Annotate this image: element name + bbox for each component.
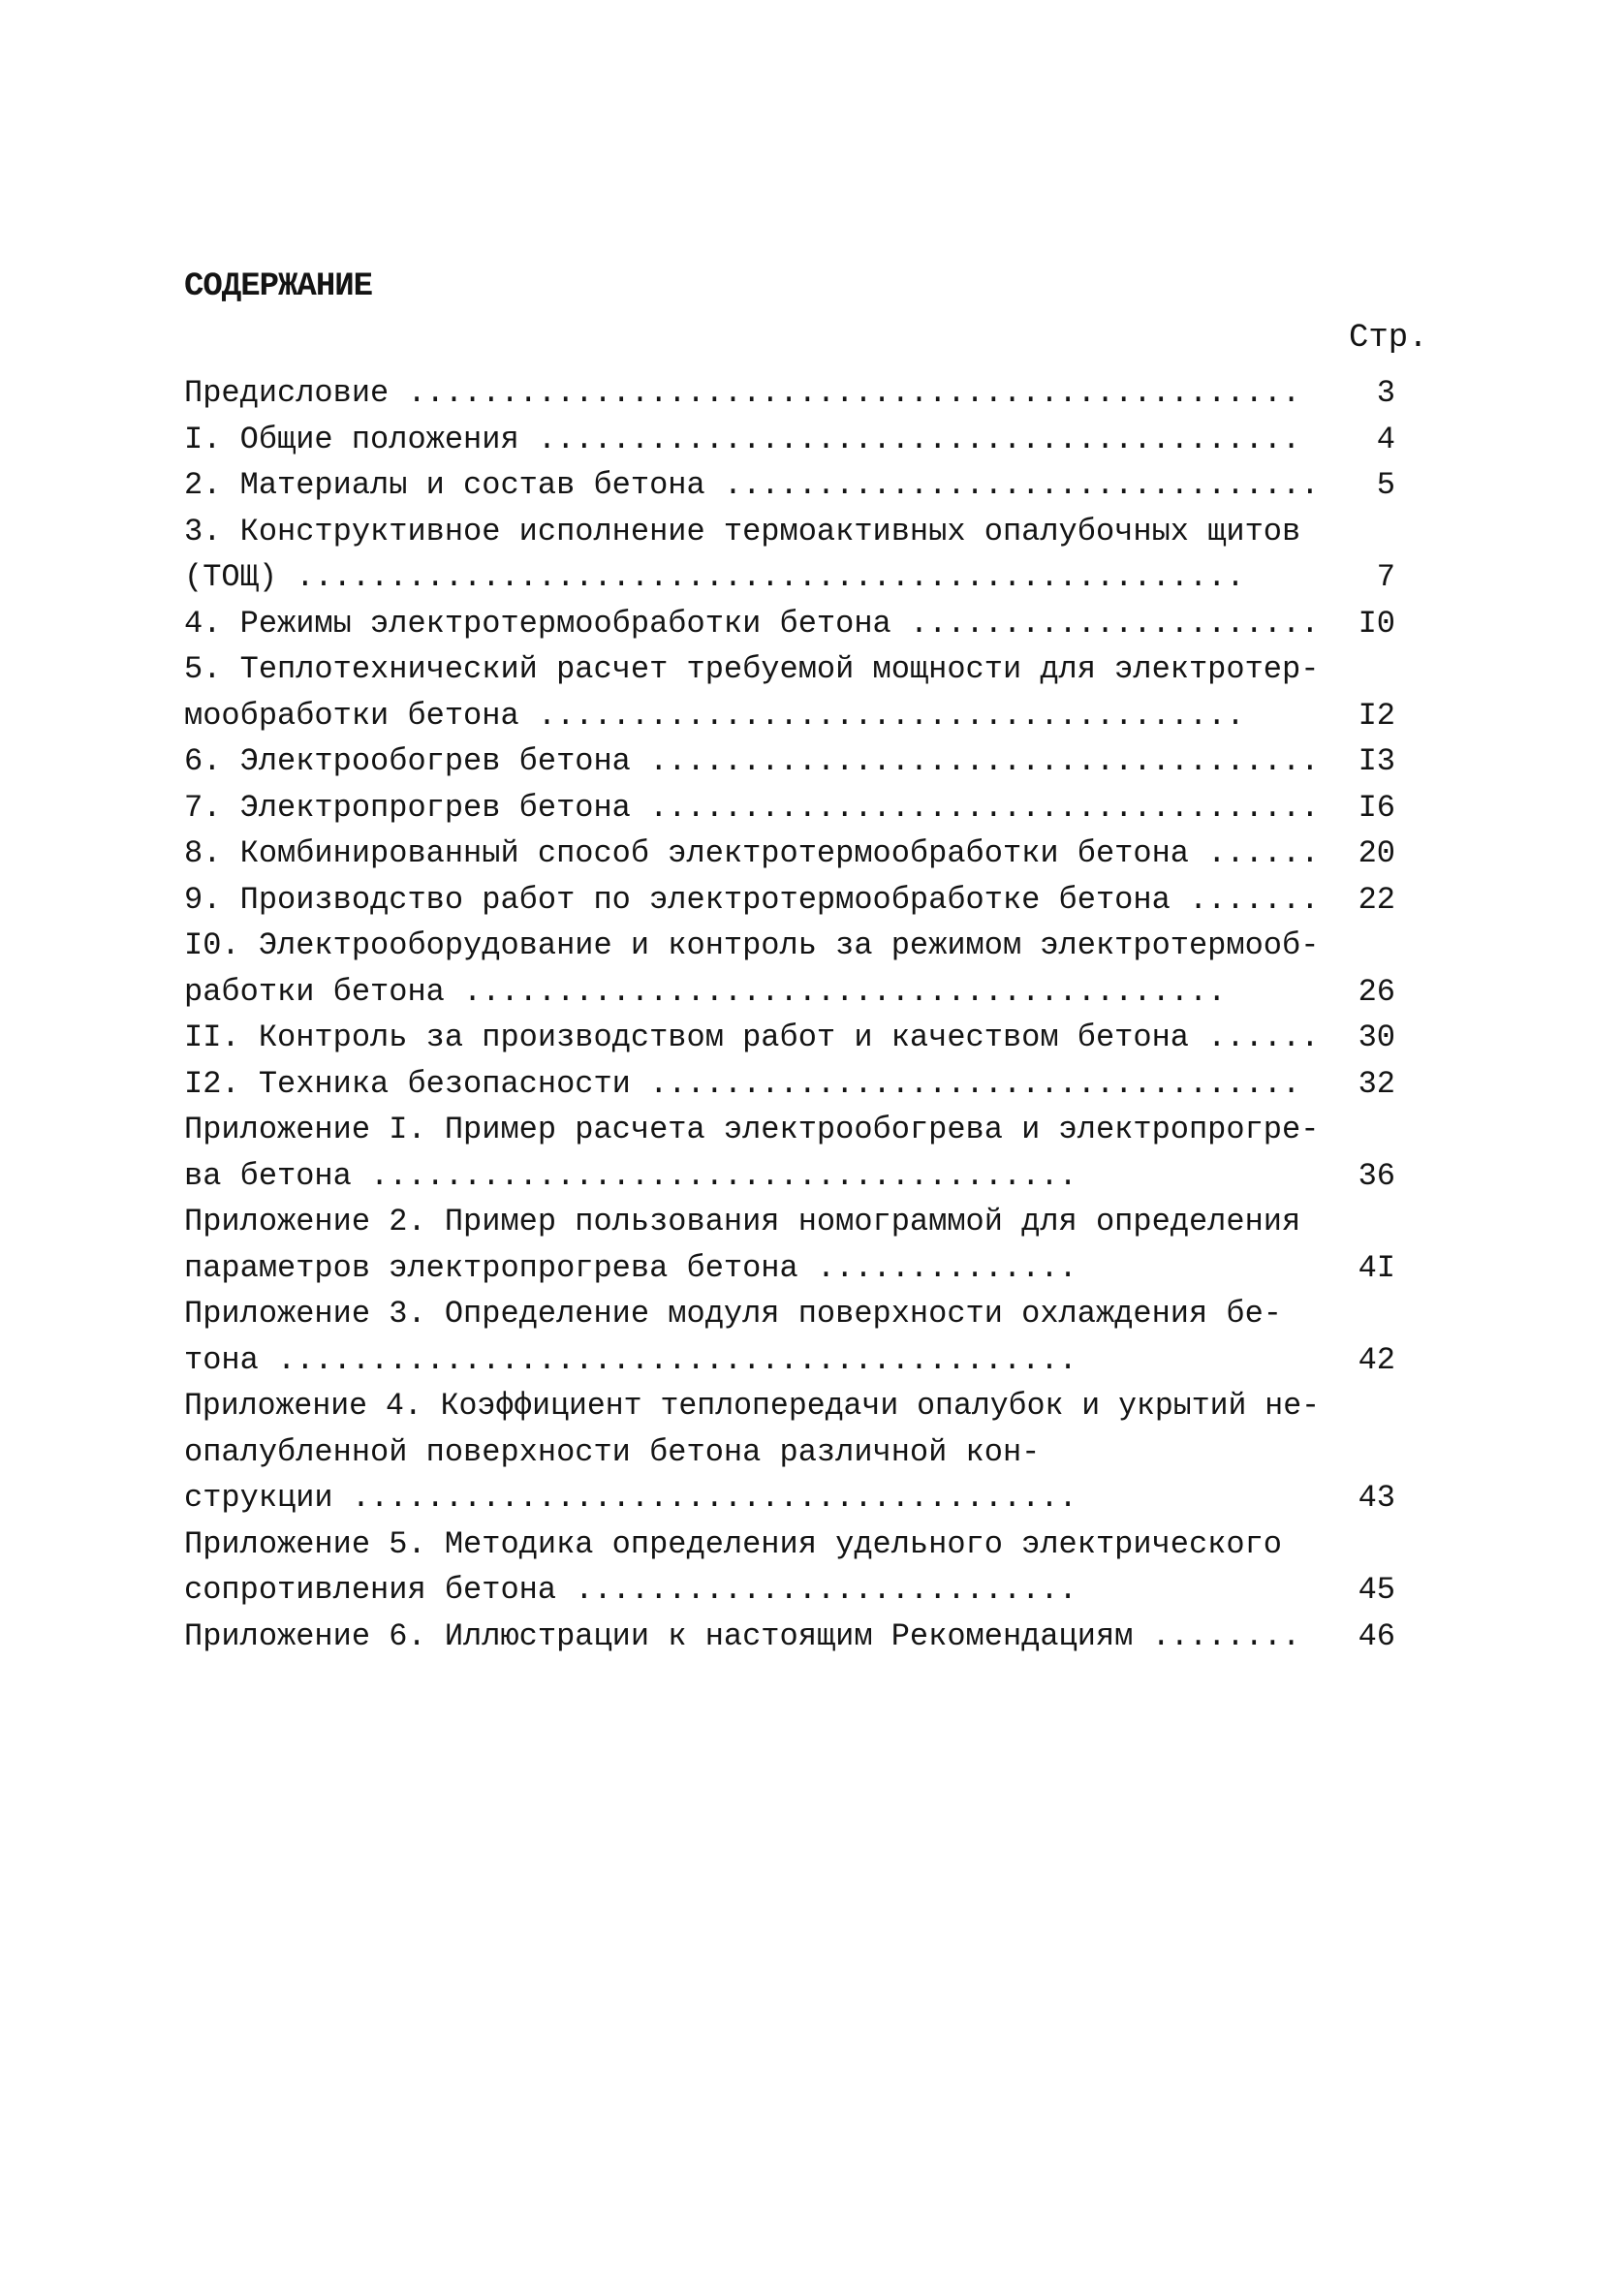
toc-entry-text: струкции .......................................: [184, 1480, 1077, 1516]
toc-entry-page: 30: [1358, 1020, 1395, 1055]
toc-entry-text: 4. Режимы электротермообработки бетона ......................: [184, 606, 1320, 642]
toc-entry-text: мообработки бетона ......................................: [184, 698, 1245, 734]
toc-entry-text: Приложение 5. Методика определения удельного электрического: [184, 1526, 1282, 1562]
toc-entry-page: 42: [1358, 1342, 1395, 1378]
toc-entry-text: работки бетона .........................................: [184, 974, 1227, 1010]
toc-entry-page: 22: [1358, 882, 1395, 918]
toc-entry-page: I2: [1358, 698, 1395, 734]
toc-entry-text: Приложение 4. Коэффициент теплопередачи опалубок и укрытий не-: [184, 1388, 1321, 1424]
toc-entry-text: I0. Электрооборудование и контроль за режимом электротермооб-: [184, 927, 1320, 963]
toc-entry-page: 7: [1376, 559, 1395, 595]
toc-entry-text: опалубленной поверхности бетона различной кон-: [184, 1434, 1041, 1470]
toc-entry-text: Приложение 2. Пример пользования номограммой для определения: [184, 1204, 1301, 1239]
toc-entry-page: I0: [1358, 606, 1395, 642]
toc-entry-text: I2. Техника безопасности ...................................: [184, 1066, 1301, 1102]
toc-entry-page: 45: [1358, 1572, 1395, 1608]
toc-entry-page: 46: [1358, 1618, 1395, 1654]
toc-entry-text: I. Общие положения .........................................: [184, 422, 1301, 457]
toc-entry-page: 43: [1358, 1480, 1395, 1516]
toc-entry-text: 6. Электрообогрев бетона ....................................: [184, 743, 1320, 779]
toc-entry-page: I3: [1358, 743, 1395, 779]
toc-entry-text: II. Контроль за производством работ и качеством бетона ......: [184, 1020, 1320, 1055]
toc-entry-text: Приложение I. Пример расчета электрообогрева и электропрогре-: [184, 1112, 1320, 1147]
toc-entry-page: 36: [1358, 1158, 1395, 1194]
toc-entry-text: 7. Электропрогрев бетона ....................................: [184, 790, 1320, 826]
toc-entry-page: 4I: [1358, 1250, 1395, 1286]
toc-entry-text: 5. Теплотехнический расчет требуемой мощности для электротер-: [184, 651, 1320, 687]
toc-entry-text: Предисловие ................................................: [184, 375, 1301, 411]
toc-entry-text: 3. Конструктивное исполнение термоактивных опалубочных щитов: [184, 514, 1301, 549]
page-column-label: Стр.: [1349, 320, 1428, 357]
toc-entry-text: (ТОЩ) ...................................................: [184, 559, 1245, 595]
toc-entry-page: 5: [1376, 467, 1395, 503]
toc-entry-page: 20: [1358, 835, 1395, 871]
toc-entry-text: 8. Комбинированный способ электротермообработки бетона ......: [184, 835, 1320, 871]
toc-entry-page: 3: [1376, 375, 1395, 411]
toc-entry-text: ва бетона ......................................: [184, 1158, 1077, 1194]
toc-entry-text: 9. Производство работ по электротермообработке бетона .......: [184, 882, 1320, 918]
toc-entry-text: сопротивления бетона ...........................: [184, 1572, 1077, 1608]
toc-entry-page: 4: [1376, 422, 1395, 457]
toc-entry-text: Приложение 3. Определение модуля поверхности охлаждения бе-: [184, 1296, 1282, 1332]
contents-heading: СОДЕРЖАНИЕ: [184, 268, 373, 305]
toc-entry-text: параметров электропрогрева бетона ..............: [184, 1250, 1077, 1286]
toc-entry-text: Приложение 6. Иллюстрации к настоящим Рекомендациям ........: [184, 1618, 1301, 1654]
toc-entry-page: 32: [1358, 1066, 1395, 1102]
toc-entry-text: тона ...........................................: [184, 1342, 1077, 1378]
toc-entry-page: 26: [1358, 974, 1395, 1010]
toc-entry-page: I6: [1358, 790, 1395, 826]
toc-entry-text: 2. Материалы и состав бетона ................................: [184, 467, 1320, 503]
